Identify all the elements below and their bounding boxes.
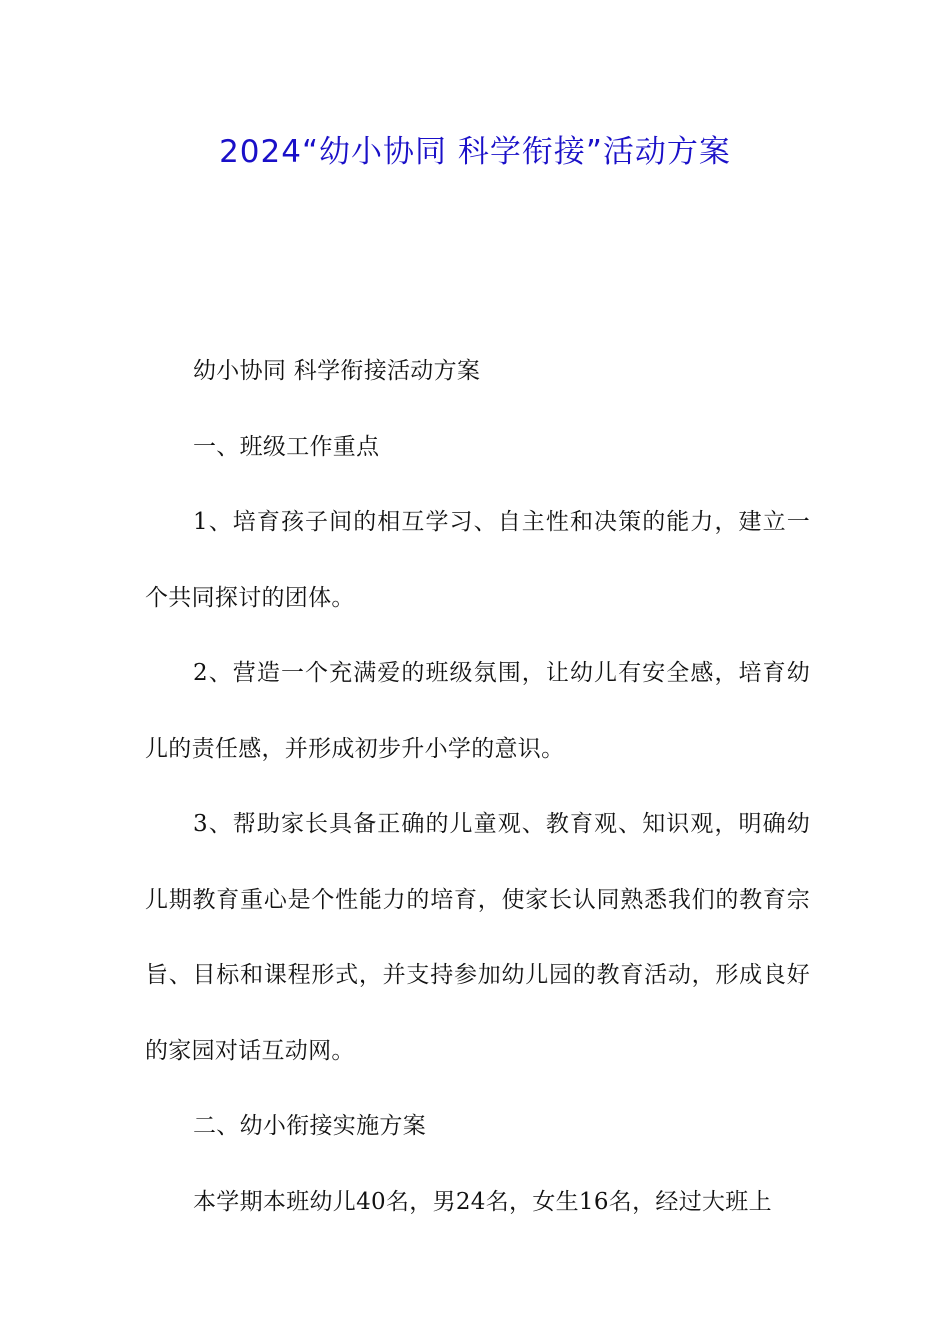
paragraph-section-2-heading: 二、幼小衔接实施方案 bbox=[193, 1113, 426, 1139]
document-title: 2024“幼小协同 科学衔接”活动方案 bbox=[219, 134, 731, 170]
paragraph-subtitle: 幼小协同 科学衔接活动方案 bbox=[193, 358, 481, 384]
document-body bbox=[145, 334, 810, 1240]
paragraph-item-2: 2、营造一个充满爱的班级氛围，让幼儿有安全感，培育幼儿的责任感，并形成初步升小学的意识。 bbox=[145, 660, 810, 762]
paragraph-item-3: 3、帮助家长具备正确的儿童观、教育观、知识观，明确幼儿期教育重心是个性能力的培育，使家长认同熟悉我们的教育宗旨、目标和课程形式，并支持参加幼儿园的教育活动，形成良好的家园对话互动网。 bbox=[145, 811, 810, 1064]
paragraph-class-info: 本学期本班幼儿40名，男24名，女生16名，经过大班上 bbox=[193, 1188, 772, 1215]
paragraph-item-1: 1、培育孩子间的相互学习、自主性和决策的能力，建立一个共同探讨的团体。 bbox=[145, 509, 810, 611]
paragraph-section-1-heading: 一、班级工作重点 bbox=[193, 433, 380, 460]
